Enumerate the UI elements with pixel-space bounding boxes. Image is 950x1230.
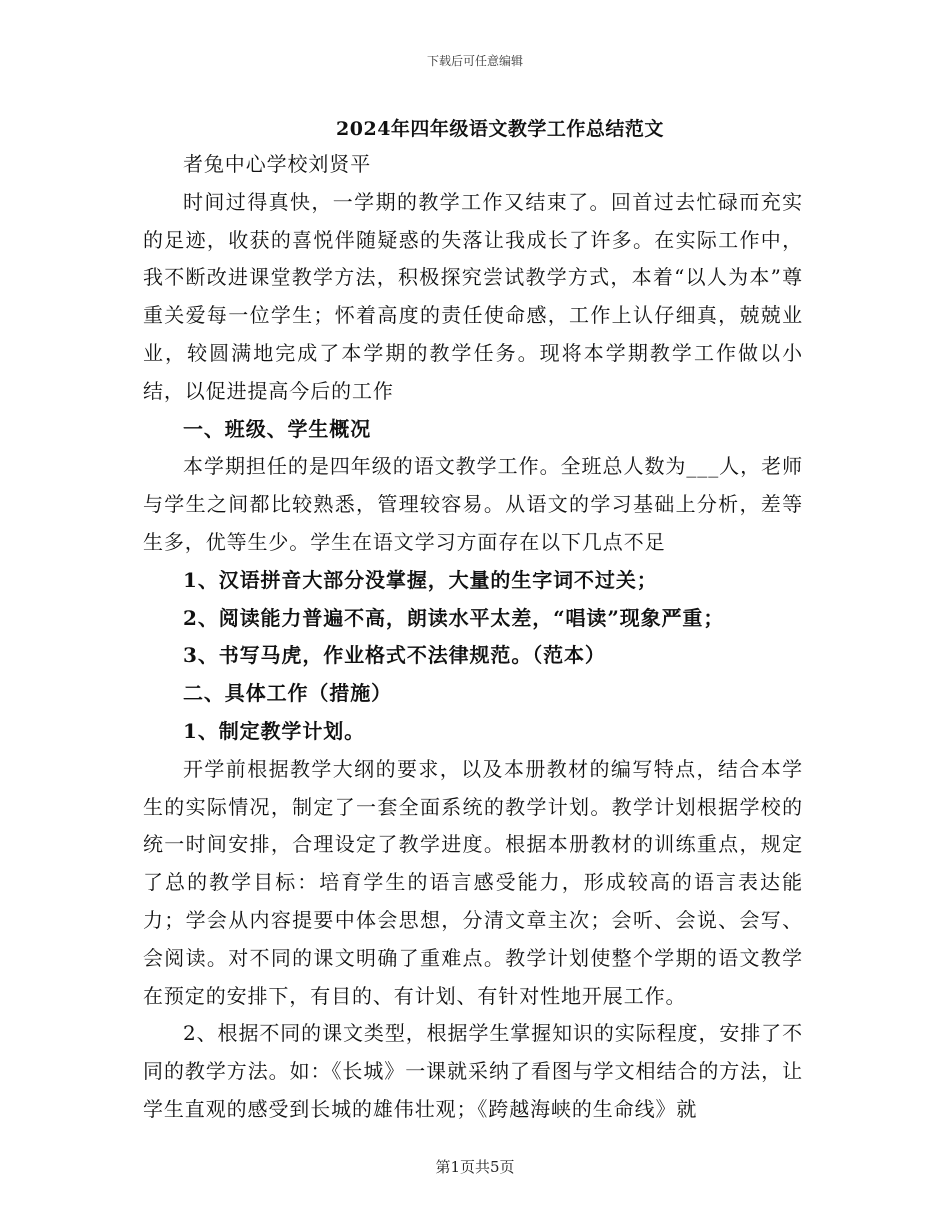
class-overview-paragraph: 本学期担任的是四年级的语文教学工作。全班总人数为___人，老师与学生之间都比较熟悉，管理较容易。从语文的学习基础上分析，差等生多，优等生少。学生在语文学习方面存在以下几点不足 [143,454,803,554]
document-title: 2024年四年级语文教学工作总结范文 [336,118,664,140]
page-footer: 第1页共5页 [435,1158,515,1176]
intro-paragraph: 时间过得真快，一学期的教学工作又结束了。回首过去忙碌而充实的足迹，收获的喜悦伴随疑惑的失落让我成长了许多。在实际工作中，我不断改进课堂教学方法，积极探究尝试教学方式，本着“以人为本”尊重关爱每一位学生；怀着高度的责任使命感，工作上认仔细真，兢兢业业，较圆满地完成了本学期的教学任务。现将本学期教学工作做以小结，以促进提高今后的工作 [143,189,803,403]
teaching-methods-paragraph: 2、根据不同的课文类型，根据学生掌握知识的实际程度，安排了不同的教学方法。如：《长城》一课就采纳了看图与学文相结合的方法，让学生直观的感受到长城的雄伟壮观；《跨越海峡的生命线》就 [143,1021,803,1121]
section-heading-class-overview: 一、班级、学生概况 [183,416,372,441]
issue-item-1: 1、汉语拼音大部分没掌握，大量的生字词不过关； [183,567,658,592]
page-header-note: 下载后可任意编辑 [426,54,523,68]
section-heading-specific-work: 二、具体工作（措施） [183,681,392,706]
teaching-plan-paragraph: 开学前根据教学大纲的要求，以及本册教材的编写特点，结合本学生的实际情况，制定了一套全面系统的教学计划。教学计划根据学校的统一时间安排，合理设定了教学进度。根据本册教材的训练重点，规定了总的教学目标：培育学生的语言感受能力，形成较高的语言表达能力；学会从内容提要中体会思想，分清文章主次；会听、会说、会写、会阅读。对不同的课文明确了重难点。教学计划使整个学期的语文教学在预定的安排下，有目的、有计划、有针对性地开展工作。 [143,756,803,1008]
issue-item-3: 3、书写马虎，作业格式不法律规范。（范本） [183,643,606,668]
subheading-teaching-plan: 1、制定教学计划。 [183,718,366,743]
document-body [143,146,803,1129]
issue-item-2: 2、阅读能力普遍不高，朗读水平太差，“唱读”现象严重； [183,605,725,630]
author-line: 者兔中心学校刘贤平 [183,152,372,176]
